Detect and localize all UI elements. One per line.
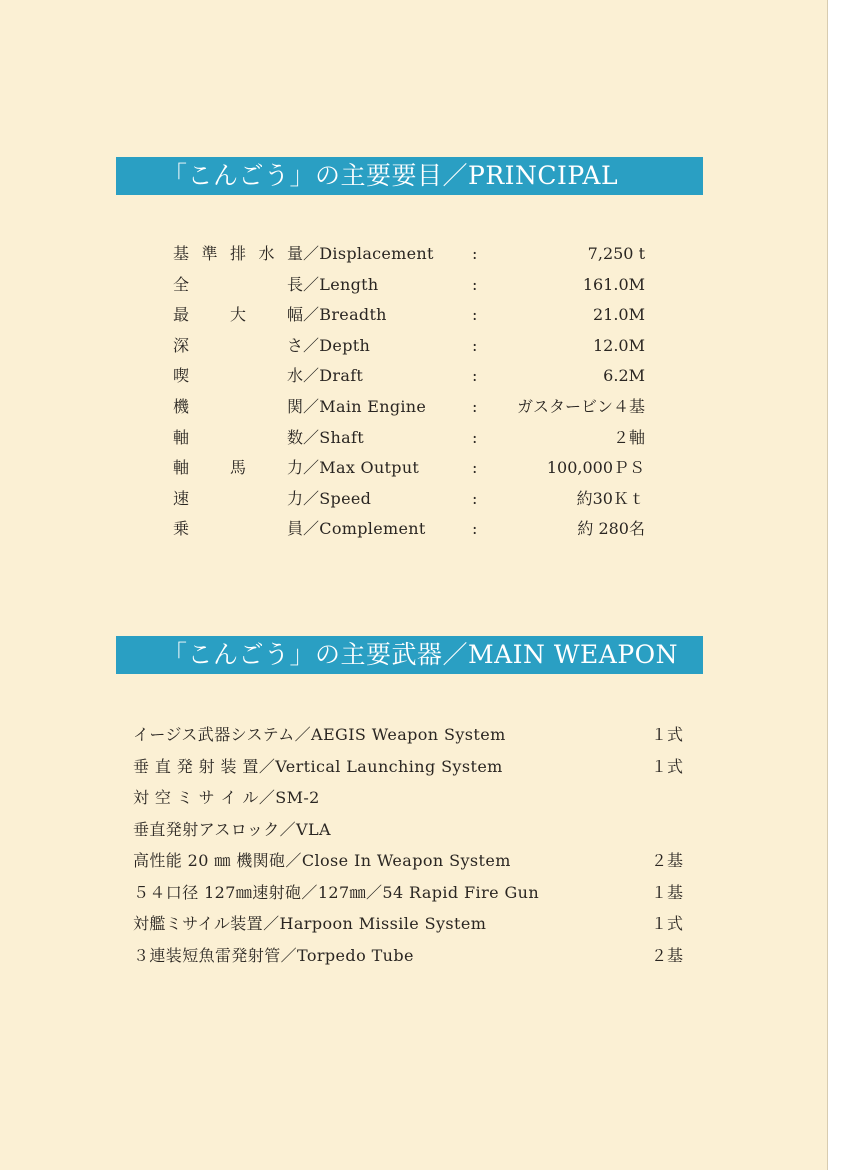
spec-label-char: 員 — [286, 519, 303, 539]
spec-value: ２軸 — [612, 427, 645, 447]
weapon-name: ５４口径 127㎜速射砲／127㎜／54 Rapid Fire Gun — [133, 882, 540, 902]
spec-label-en: ／Breadth — [303, 305, 387, 325]
spec-value: 12.0M — [592, 335, 645, 355]
weapon-row — [133, 755, 683, 779]
spec-colon: : — [472, 366, 478, 386]
spec-label-char: 速 — [173, 488, 190, 508]
spec-row — [173, 334, 673, 358]
spec-label-char: 馬 — [229, 458, 246, 478]
weapon-name: 垂直発射アスロック／VLA — [133, 819, 331, 839]
spec-label-char: 水 — [258, 244, 275, 263]
spec-colon: : — [472, 244, 478, 263]
spec-label-char: 大 — [229, 305, 246, 325]
spec-colon: : — [472, 488, 478, 508]
spec-label-char: 最 — [173, 305, 190, 325]
spec-label-en: ／Shaft — [303, 427, 364, 447]
weapon-quantity: ２基 — [650, 851, 683, 870]
spec-label-char: 幅 — [286, 305, 303, 325]
spec-value: ガスタービン４基 — [516, 397, 645, 416]
spec-label-char: 喫 — [173, 366, 190, 386]
spec-label-jp — [173, 303, 303, 327]
spec-label-jp — [173, 517, 303, 541]
spec-label-en: ／Length — [303, 274, 379, 294]
spec-row — [173, 456, 673, 480]
spec-label-char: 量 — [286, 244, 303, 263]
spec-colon: : — [472, 427, 478, 447]
spec-colon: : — [472, 397, 478, 416]
weapon-quantity: ２基 — [650, 945, 683, 965]
weapon-row — [133, 944, 683, 968]
weapon-name: 対 空 ミ サ イ ル／SM-2 — [133, 788, 320, 807]
spec-colon: : — [472, 305, 478, 325]
weapon-name: 垂 直 発 射 装 置／Vertical Launching System — [133, 756, 503, 776]
spec-label-char: 深 — [173, 335, 190, 355]
spec-label-en: ／Max Output — [303, 458, 420, 478]
spec-value: 約 280名 — [577, 519, 645, 539]
weapon-row — [133, 786, 683, 810]
spec-label-char: 排 — [229, 244, 246, 263]
spec-label-char: 軸 — [173, 427, 190, 447]
spec-label-jp — [173, 242, 303, 266]
spec-colon: : — [472, 335, 478, 355]
weapon-row — [133, 723, 683, 747]
spec-label-jp — [173, 395, 303, 419]
weapon-row — [133, 881, 683, 905]
spec-label-en: ／Complement — [303, 519, 426, 539]
weapon-name: 対艦ミサイル装置／Harpoon Missile System — [133, 914, 487, 933]
spec-label-char: 水 — [286, 366, 303, 386]
spec-label-char: 力 — [286, 458, 303, 478]
spec-label-en: ／Depth — [303, 335, 371, 355]
spec-value: 161.0M — [582, 274, 645, 294]
main-weapon-header: 「こんごう」の主要武器／MAIN WEAPON — [116, 636, 703, 674]
spec-label-char: 準 — [201, 244, 218, 263]
spec-colon: : — [472, 274, 478, 294]
spec-row — [173, 364, 673, 388]
spec-row — [173, 303, 673, 327]
spec-label-char: 乗 — [173, 519, 190, 539]
weapon-name: イージス武器システム／AEGIS Weapon System — [133, 725, 506, 744]
weapon-row — [133, 912, 683, 936]
spec-label-char: 関 — [286, 397, 303, 416]
spec-row — [173, 426, 673, 450]
spec-label-char: 軸 — [173, 458, 190, 478]
weapon-quantity: １式 — [650, 756, 683, 776]
spec-value: 7,250 t — [587, 244, 645, 263]
page-edge — [828, 0, 850, 1170]
spec-label-en: ／Main Engine — [303, 397, 427, 416]
spec-label-char: 全 — [173, 274, 190, 294]
spec-label-jp — [173, 364, 303, 388]
spec-label-jp — [173, 456, 303, 480]
spec-value: 21.0M — [592, 305, 645, 325]
spec-row — [173, 487, 673, 511]
spec-label-char: 機 — [173, 397, 190, 416]
spec-label-jp — [173, 334, 303, 358]
weapon-row — [133, 818, 683, 842]
spec-value: 約30Ｋｔ — [576, 488, 645, 508]
spec-row — [173, 395, 673, 419]
weapon-quantity: １基 — [650, 882, 683, 902]
spec-colon: : — [472, 519, 478, 539]
spec-label-char: さ — [286, 335, 303, 355]
spec-value: 6.2M — [603, 366, 645, 386]
spec-label-char: 力 — [286, 488, 303, 508]
spec-label-jp — [173, 487, 303, 511]
spec-colon: : — [472, 458, 478, 478]
principal-header: 「こんごう」の主要要目／PRINCIPAL — [116, 157, 703, 195]
spec-label-char: 基 — [173, 244, 190, 263]
spec-label-en: ／Displacement — [303, 244, 434, 263]
spec-label-jp — [173, 273, 303, 297]
spec-label-char: 長 — [286, 274, 303, 294]
weapon-row — [133, 849, 683, 873]
weapon-name: ３連装短魚雷発射管／Torpedo Tube — [133, 945, 414, 965]
spec-row — [173, 273, 673, 297]
spec-label-jp — [173, 426, 303, 450]
weapon-quantity: １式 — [650, 914, 683, 933]
spec-row — [173, 242, 673, 266]
spec-label-en: ／Draft — [303, 366, 364, 386]
spec-value: 100,000ＰＳ — [546, 458, 645, 478]
weapon-name: 高性能 20 ㎜ 機関砲／Close In Weapon System — [133, 851, 511, 870]
spec-label-en: ／Speed — [303, 488, 372, 508]
spec-label-char: 数 — [286, 427, 303, 447]
weapon-quantity: １式 — [650, 725, 683, 744]
spec-row — [173, 517, 673, 541]
